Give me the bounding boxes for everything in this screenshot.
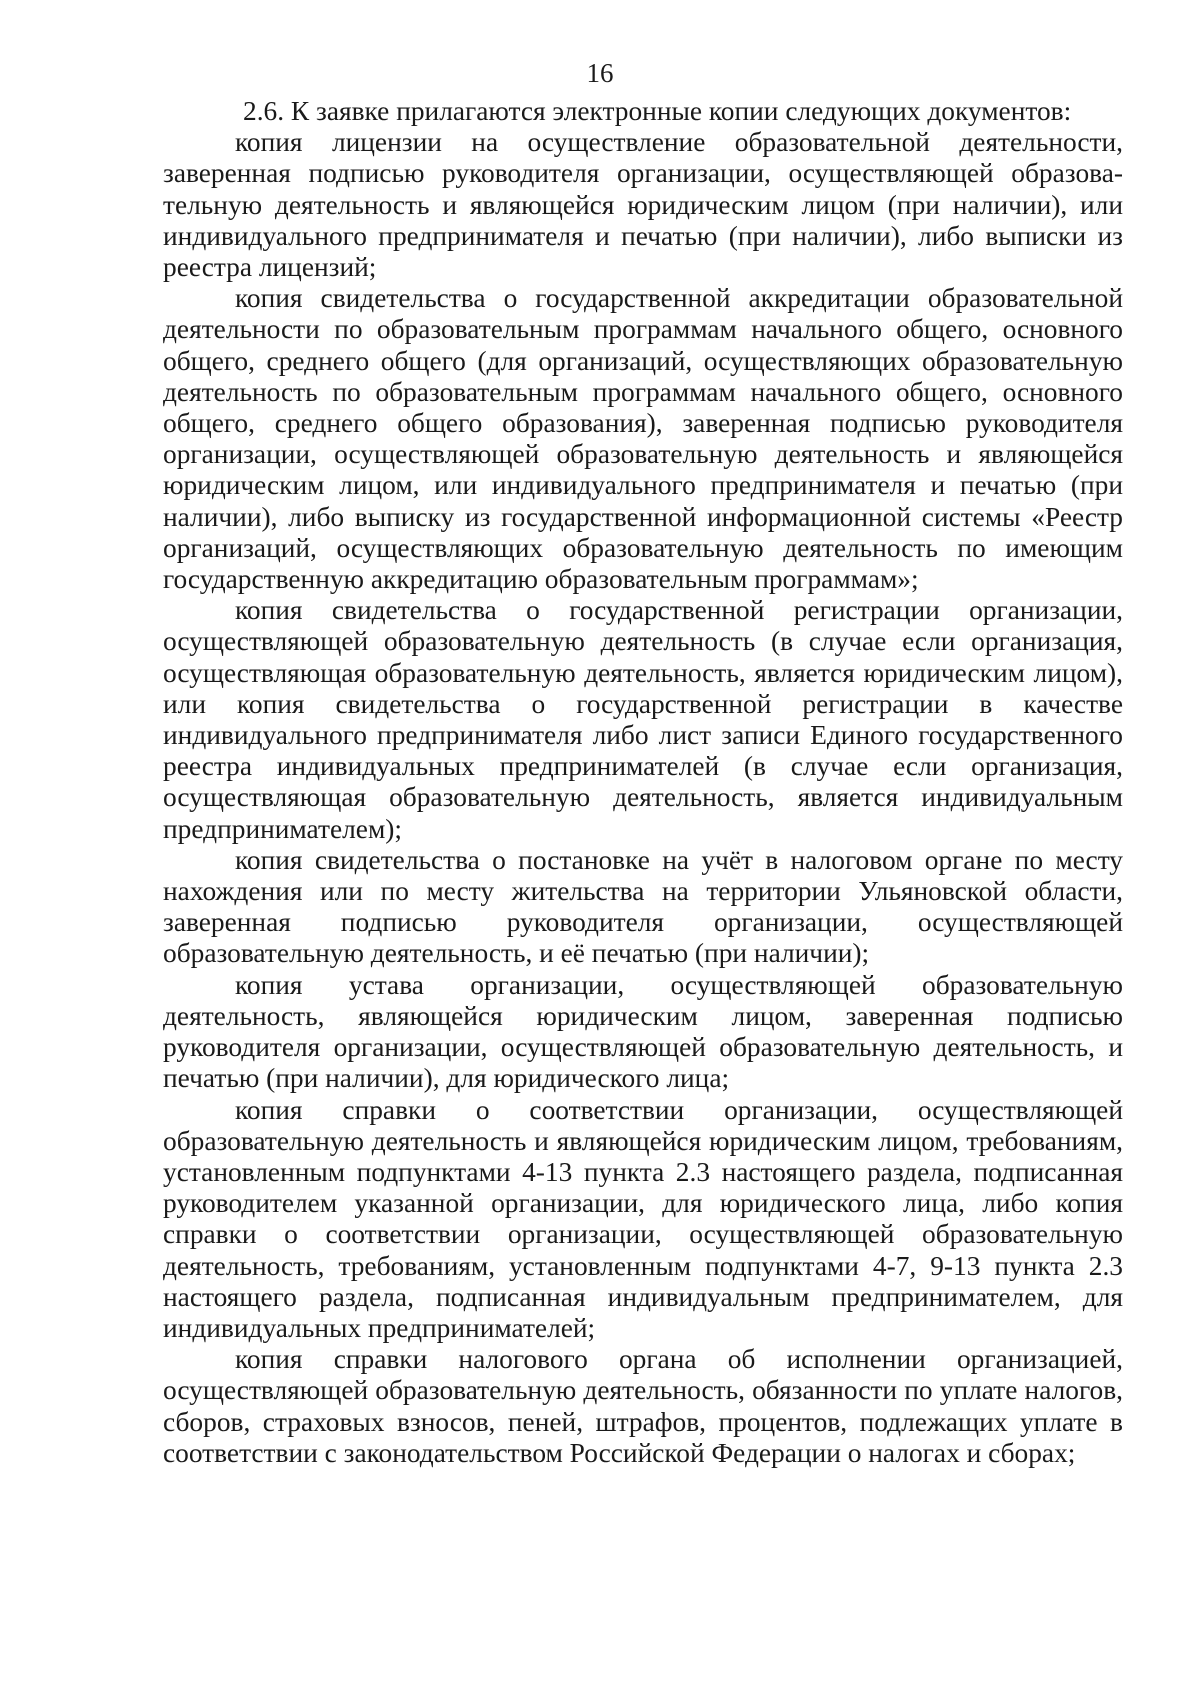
paragraph-charter-copy: копия устава организации, осуществляющей образовательную деятельность, являющейся юридическим лицом, заверенная подписью руководителя организации, осуществляющей образовательную деятельность, и печатью (при наличии), для юридического лица; <box>163 969 1123 1094</box>
paragraph-registration-copy: копия свидетельства о государственной регистрации организации, осуществляющей образовательную деятельность (в случае если организация, осуществляющая образовательную деятельность, является юридическим лицом), или копия свидетельства о государственной регистрации в качестве индивидуального предпринимателя либо лист записи Единого государственного реестра индивидуальных предпринимателей (в случае если организация, осуществляющая образовательную деятельность, является индивидуальным предпринимателем); <box>163 595 1123 844</box>
paragraph-tax-registration-copy: копия свидетельства о постановке на учёт в налоговом органе по месту нахождения или по месту жительства на территории Ульяновской области, заверенная подписью руководителя организации, осуществляющей образовательную деятельность, и её печатью (при наличии); <box>163 844 1123 969</box>
paragraph-compliance-certificate-copy: копия справки о соответствии организации, осуществляющей образовательную деятельность и являющейся юридическим лицом, требованиям, установленным подпунктами 4-13 пункта 2.3 настоящего раздела, подписанная руководителем указанной организации, для юридического лица, либо копия справки о соответствии организации, осуществляющей образовательную деятельность, требованиям, установленным подпунктами 4-7, 9-13 пункта 2.3 настоящего раздела, подписанная индивидуальным предпринимателем, для индивидуальных предпринимателей; <box>163 1094 1123 1343</box>
paragraph-tax-certificate-copy: копия справки налогового органа об исполнении организацией, осуществляющей образовательную деятельность, обязанности по уплате налогов, сборов, страховых взносов, пеней, штрафов, процентов, подлежащих уплате в соответствии с законодательством Российской Федерации о налогах и сборах; <box>163 1344 1123 1468</box>
paragraph-accreditation-copy: копия свидетельства о государственной аккредитации образовательной деятельности по образовательным программам начального общего, основного общего, среднего общего (для организаций, осуществляющих образовательную деятельность по образовательным программам начального общего, основного общего, среднего общего образования), заверенная подписью руководителя организации, осуществляющей образовательную деятельность и являющейся юридическим лицом, или индивидуального предпринимателя и печатью (при наличии), либо выписку из государственной информационной системы «Реестр организаций, осуществляющих образовательную деятельность по имеющим государственную аккредитацию образовательным программам»; <box>163 283 1123 595</box>
document-body <box>163 96 1123 1469</box>
page-number: 16 <box>586 58 614 88</box>
paragraph-license-copy: копия лицензии на осуществление образовательной деятельности, заверенная подписью руководителя организации, осуществляющей образовательную деятельность и являющейся юридическим лицом (при наличии), или индивидуального предпринимателя и печатью (при наличии), либо выписки из реестра лицензий; <box>163 127 1123 283</box>
section-intro: 2.6. К заявке прилагаются электронные копии следующих документов: <box>243 96 1072 126</box>
